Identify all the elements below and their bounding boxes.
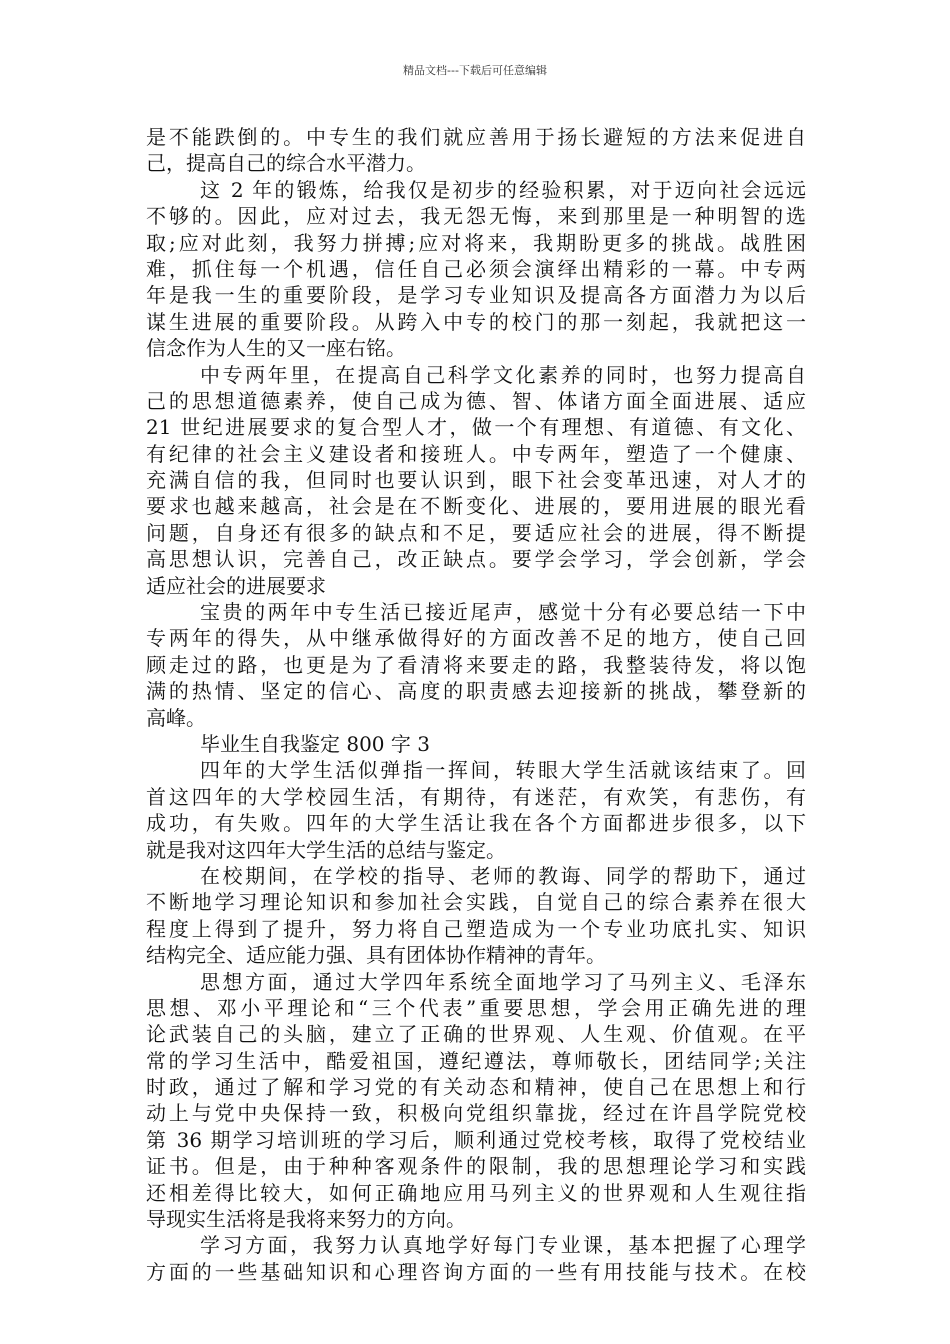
text-line: 成功，有失败。四年的大学生活让我在各个方面都进步很多，以下 xyxy=(146,811,806,836)
text-line: 专两年的得失，从中继承做得好的方面改善不足的地方，使自己回 xyxy=(146,626,806,651)
text-line: 是不能跌倒的。中专生的我们就应善用于扬长避短的方法来促进自 xyxy=(146,125,806,149)
text-line: 问题，自身还有很多的缺点和不足，要适应社会的进展，得不断提 xyxy=(146,520,806,545)
text-line: 己的思想道德素养，使自己成为德、智、体诸方面全面进展、适应 xyxy=(146,388,806,413)
text-line: 适应社会的进展要求 xyxy=(146,573,326,598)
text-line: 导现实生活将是我将来努力的方向。 xyxy=(146,1207,466,1232)
text-line: 在校期间，在学校的指导、老师的教诲、同学的帮助下，通过 xyxy=(200,863,806,888)
text-line: 方面的一些基础知识和心理咨询方面的一些有用技能与技术。在校 xyxy=(146,1259,806,1284)
text-line: 宝贵的两年中专生活已接近尾声，感觉十分有必要总结一下中 xyxy=(200,600,806,625)
text-line: 不断地学习理论知识和参加社会实践，自觉自己的综合素养在很大 xyxy=(146,890,806,915)
text-line: 思想方面，通过大学四年系统全面地学习了马列主义、毛泽东 xyxy=(200,969,806,994)
text-line: 高思想认识，完善自己，改正缺点。要学会学习，学会创新，学会 xyxy=(146,547,806,572)
text-line: 动上与党中央保持一致，积极向党组织靠拢，经过在许昌学院党校 xyxy=(146,1101,806,1126)
text-line: 充满自信的我，但同时也要认识到，眼下社会变革迅速，对人才的 xyxy=(146,468,806,493)
text-line: 学习方面，我努力认真地学好每门专业课，基本把握了心理学 xyxy=(200,1233,806,1258)
text-line: 信念作为人生的又一座右铭。 xyxy=(146,336,406,361)
text-line: 还相差得比较大，如何正确地应用马列主义的世界观和人生观往指 xyxy=(146,1180,806,1205)
text-line: 第 36 期学习培训班的学习后，顺利通过党校考核，取得了党校结业 xyxy=(146,1127,806,1152)
page-header: 精品文档---下载后可任意编辑 xyxy=(403,64,547,77)
text-line: 就是我对这四年大学生活的总结与鉴定。 xyxy=(146,837,506,862)
text-line: 证书。但是，由于种种客观条件的限制，我的思想理论学习和实践 xyxy=(146,1154,806,1179)
text-line: 四年的大学生活似弹指一挥间，转眼大学生活就该结束了。回 xyxy=(200,758,806,783)
text-line: 有纪律的社会主义建设者和接班人。中专两年，塑造了一个健康、 xyxy=(146,441,806,466)
text-line: 年是我一生的重要阶段，是学习专业知识及提高各方面潜力为以后 xyxy=(146,283,806,308)
text-line: 首这四年的大学校园生活，有期待，有迷茫，有欢笑，有悲伤，有 xyxy=(146,784,806,809)
text-line: 中专两年里，在提高自己科学文化素养的同时，也努力提高自 xyxy=(200,362,806,387)
text-line: 顾走过的路，也更是为了看清将来要走的路，我整装待发，将以饱 xyxy=(146,652,806,677)
text-line: 取;应对此刻，我努力拼搏;应对将来，我期盼更多的挑战。战胜困 xyxy=(146,230,806,255)
text-line: 难，抓住每一个机遇，信任自己必须会演绎出精彩的一幕。中专两 xyxy=(146,256,806,281)
text-line: 毕业生自我鉴定 800 字 3 xyxy=(200,731,430,756)
text-line: 这 2 年的锻炼，给我仅是初步的经验积累，对于迈向社会远远 xyxy=(200,177,806,202)
text-line: 常的学习生活中，酷爱祖国，遵纪遵法，尊师敬长，团结同学;关注 xyxy=(146,1048,806,1073)
text-line: 思想、邓小平理论和“三个代表”重要思想，学会用正确先进的理 xyxy=(146,995,806,1020)
text-line: 结构完全、适应能力强、具有团体协作精神的青年。 xyxy=(146,943,606,968)
text-line: 时政，通过了解和学习党的有关动态和精神，使自己在思想上和行 xyxy=(146,1075,806,1100)
text-line: 高峰。 xyxy=(146,705,206,730)
text-line: 论武装自己的头脑，建立了正确的世界观、人生观、价值观。在平 xyxy=(146,1022,806,1047)
text-line: 程度上得到了提升，努力将自己塑造成为一个专业功底扎实、知识 xyxy=(146,916,806,941)
text-line: 谋生进展的重要阶段。从跨入中专的校门的那一刻起，我就把这一 xyxy=(146,309,806,334)
text-line: 21 世纪进展要求的复合型人才，做一个有理想、有道德、有文化、 xyxy=(146,415,806,440)
document-body xyxy=(146,124,806,1285)
text-line: 不够的。因此，应对过去，我无怨无悔，来到那里是一种明智的选 xyxy=(146,204,806,229)
text-line: 要求也越来越高，社会是在不断变化、进展的，要用进展的眼光看 xyxy=(146,494,806,519)
text-line: 满的热情、坚定的信心、高度的职责感去迎接新的挑战，攀登新的 xyxy=(146,679,806,704)
text-line: 己，提高自己的综合水平潜力。 xyxy=(146,151,426,176)
